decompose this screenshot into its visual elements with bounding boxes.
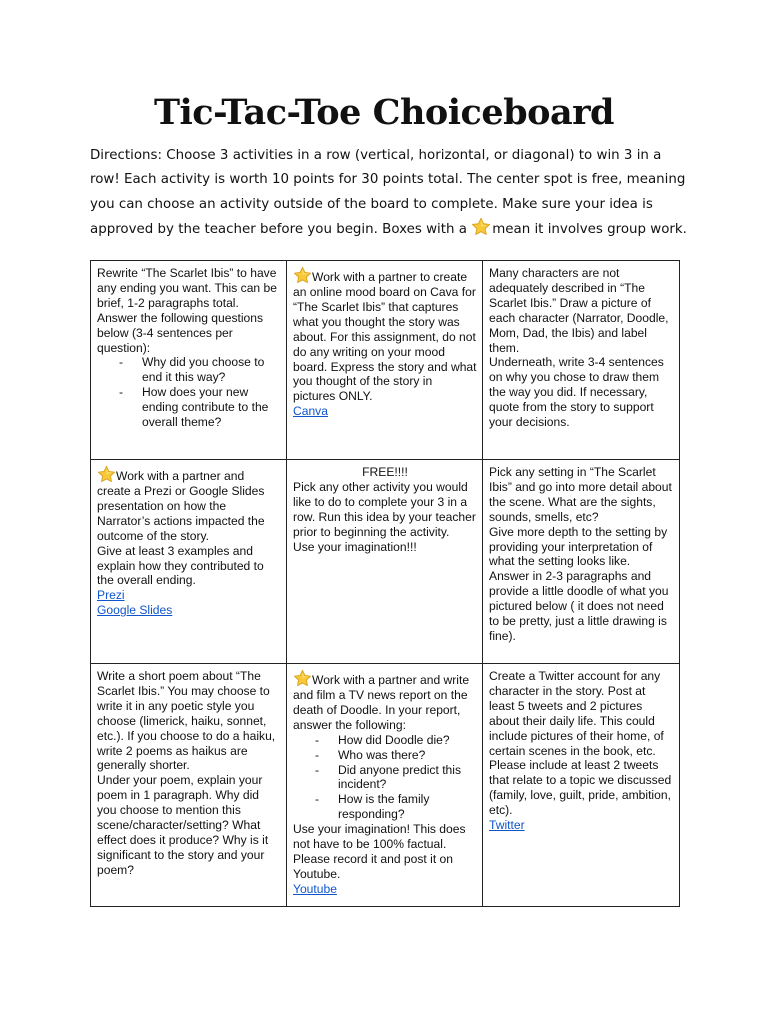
canva-link[interactable]: Canva — [293, 404, 328, 419]
star-icon — [97, 465, 116, 484]
board-row — [91, 460, 680, 664]
cell-text: Many characters are not adequately described in “The Scarlet Ibis.” Draw a picture of each character (Narrator, Doodle, Mom, Dad, the Ibis) and label them. — [489, 266, 669, 355]
board-cell-draw-characters — [483, 261, 680, 460]
directions-after-star: mean it involves group work. — [492, 221, 687, 237]
list-item: - How is the family responding? — [293, 792, 477, 822]
board-cell-poem — [91, 664, 287, 907]
list-item: - Who was there? — [293, 748, 477, 763]
google-slides-link[interactable]: Google Slides — [97, 603, 173, 618]
board-cell-twitter — [483, 664, 680, 907]
youtube-link[interactable]: Youtube — [293, 881, 337, 896]
directions-before-star: Directions: Choose 3 activities in a row (vertical, horizontal, or diagonal) to win 3 in a row! Each activity is worth 10 points for 30 points total. The center spot is free, meaning you can choose an activity outside of the board to complete. Make sure your idea is approved by the teacher before you begin. Boxes with a — [90, 148, 686, 237]
cell-text: Work with a partner to create an online mood board on Cava for “The Scarlet Ibis” that captures what you thought the story was about. For this assignment, do not do any writing on your mood board. Express the story and what you thought of the story in pictures ONLY. — [293, 270, 477, 404]
cell-text: Work with a partner and write and film a TV news report on the death of Doodle. In your report, answer the following: — [293, 673, 470, 732]
cell-text: Create a Twitter account for any character in the story. Post at least 5 tweets and 2 pictures about their daily life. This could include pictures of their home, of certain scenes in the book, etc. Please include at least 2 tweets that relate to a topic we discussed (family, love, guilt, pride, ambition, etc). — [489, 669, 672, 818]
board-cell-free — [287, 460, 483, 664]
cell-text: Answer the following questions below (3-4 sentences per question): — [97, 310, 264, 355]
page-title: Tic-Tac-Toe Choiceboard — [153, 92, 615, 133]
cell-text: Give more depth to the setting by providing your interpretation of what the setting looks like. — [489, 524, 668, 569]
board-row — [91, 664, 680, 907]
cell-text: Answer in 2-3 paragraphs and provide a little doodle of what you pictured below ( it does not need to be pretty, just a little drawing is fine). — [489, 569, 669, 643]
cell-text: Give at least 3 examples and explain how they contributed to the overall ending. — [97, 543, 264, 588]
star-icon — [471, 217, 491, 237]
free-heading: FREE!!!! — [362, 465, 408, 479]
cell-text: Rewrite “The Scarlet Ibis” to have any ending you want. This can be brief, 1-2 paragraphs total. — [97, 266, 277, 310]
cell-text: Pick any setting in “The Scarlet Ibis” and go into more detail about the scene. What are the sights, sounds, smells, etc? — [489, 465, 672, 524]
prezi-link[interactable]: Prezi — [97, 588, 125, 603]
list-item: - Did anyone predict this incident? — [293, 763, 477, 793]
list-item: - Why did you choose to end it this way? — [97, 355, 281, 385]
list-item: - How does your new ending contribute to the overall theme? — [97, 385, 281, 430]
star-icon — [293, 669, 312, 688]
board-cell-rewrite-ending — [91, 261, 287, 460]
board-cell-setting — [483, 460, 680, 664]
twitter-link[interactable]: Twitter — [489, 818, 525, 833]
cell-text: Use your imagination! This does not have to be 100% factual. Please record it and post it on Youtube. — [293, 822, 466, 881]
board-cell-mood-board — [287, 261, 483, 460]
choice-board — [90, 260, 680, 907]
list-item: - How did Doodle die? — [293, 733, 477, 748]
board-cell-presentation — [91, 460, 287, 664]
question-list — [293, 733, 477, 822]
star-icon — [293, 266, 312, 285]
cell-text: Write a short poem about “The Scarlet Ibis.” You may choose to write it in any poetic style you choose (limerick, haiku, sonnet, etc.). If you choose to do a haiku, write 2 poems as haikus are generally shorter. — [97, 669, 276, 773]
board-cell-news-report — [287, 664, 483, 907]
cell-text: Work with a partner and create a Prezi or Google Slides presentation on how the Narrator’s actions impacted the outcome of the story. — [97, 469, 265, 543]
question-list — [97, 355, 281, 430]
cell-text: Pick any other activity you would like to do to complete your 3 in a row. Run this idea by your teacher prior to beginning the activity. — [293, 479, 476, 539]
cell-text: Use your imagination!!! — [293, 539, 417, 554]
board-row — [91, 261, 680, 460]
cell-text: Under your poem, explain your poem in 1 paragraph. Why did you choose to mention this scene/character/setting? What effect does it produce? Why is it significant to the story and your poem? — [97, 773, 269, 877]
directions-text — [90, 144, 690, 242]
cell-text: Underneath, write 3-4 sentences on why you chose to draw them the way you did. If necessary, quote from the story to support your decisions. — [489, 355, 664, 430]
